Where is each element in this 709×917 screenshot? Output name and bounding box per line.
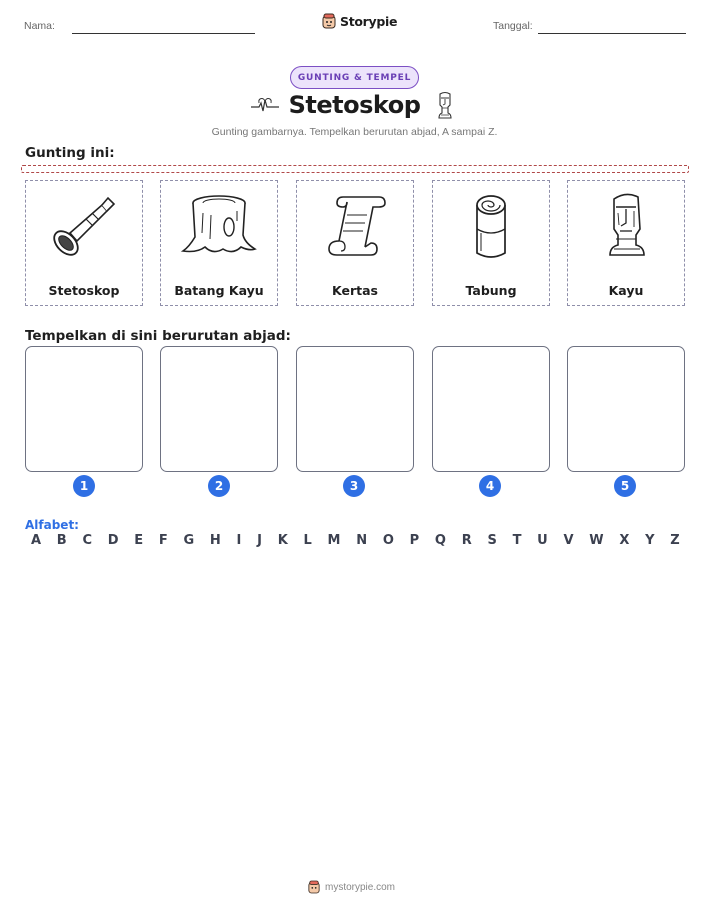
paste-slot-5[interactable] (567, 346, 685, 472)
instructions: Gunting gambarnya. Tempelkan berurutan abjad, A sampai Z. (211, 126, 498, 138)
cut-card[interactable] (432, 180, 550, 306)
cut-card[interactable] (160, 180, 278, 306)
alphabet-letter: P (409, 533, 420, 548)
alphabet-letter: I (236, 533, 242, 548)
cut-card[interactable] (25, 180, 143, 306)
footer (308, 880, 395, 894)
alphabet-letter: G (183, 533, 195, 548)
alphabet-letter: D (107, 533, 119, 548)
alphabet-letter: L (303, 533, 312, 548)
storypie-footer-icon (308, 880, 320, 894)
slot-number-1: 1 (73, 475, 95, 497)
alphabet-letter: S (487, 533, 497, 548)
slot-number-5: 5 (614, 475, 636, 497)
alphabet-letter: C (82, 533, 92, 548)
slot-number-3: 3 (343, 475, 365, 497)
card-label: Stetoskop (48, 283, 120, 298)
alphabet-letter: N (356, 533, 368, 548)
alphabet-letter: U (537, 533, 548, 548)
activity-badge: GUNTING & TEMPEL (290, 66, 419, 89)
horn-stethoscope-icon (44, 189, 124, 269)
tree-stump-icon (179, 189, 259, 269)
footer-url[interactable]: mystorypie.com (325, 881, 396, 893)
storypie-mascot-icon (322, 13, 336, 29)
date-label: Tanggal: (493, 20, 533, 32)
tube-roll-icon (451, 189, 531, 269)
cut-card[interactable] (296, 180, 414, 306)
alphabet-letter: X (619, 533, 630, 548)
cut-section-label: Gunting ini: (25, 145, 115, 161)
alphabet-letter: V (563, 533, 574, 548)
brand-logo (322, 13, 397, 29)
alphabet-letter: H (209, 533, 221, 548)
alphabet-letter: W (589, 533, 604, 548)
card-label: Kertas (332, 283, 378, 298)
card-label: Batang Kayu (174, 283, 264, 298)
alphabet-letter: T (512, 533, 522, 548)
slot-number-4: 4 (479, 475, 501, 497)
paste-section-label: Tempelkan di sini berurutan abjad: (25, 328, 291, 344)
cut-line (21, 165, 689, 173)
alphabet-letter: Z (670, 533, 680, 548)
paste-slot-4[interactable] (432, 346, 550, 472)
alphabet-letter: F (158, 533, 168, 548)
paste-slot-3[interactable] (296, 346, 414, 472)
name-line (72, 33, 255, 34)
alphabet-letter: O (382, 533, 394, 548)
date-line (538, 33, 686, 34)
alphabet-label: Alfabet: (25, 518, 79, 532)
alphabet-letter: Y (645, 533, 655, 548)
slot-number-2: 2 (208, 475, 230, 497)
alphabet-letter: Q (434, 533, 446, 548)
paper-scroll-icon (315, 189, 395, 269)
alphabet-letter: B (56, 533, 67, 548)
cut-card[interactable] (567, 180, 685, 306)
alphabet-letter: E (134, 533, 144, 548)
alphabet-letter: A (31, 533, 42, 548)
card-label: Tabung (465, 283, 517, 298)
alphabet-letter: K (277, 533, 288, 548)
name-label: Nama: (24, 20, 55, 32)
moai-small-icon (435, 91, 455, 121)
moai-statue-icon (586, 189, 666, 269)
card-label: Kayu (608, 283, 644, 298)
alphabet-letter: R (461, 533, 472, 548)
brand-name: Storypie (340, 13, 398, 29)
paste-slot-1[interactable] (25, 346, 143, 472)
paste-slot-2[interactable] (160, 346, 278, 472)
alphabet-letter: J (257, 533, 262, 548)
alphabet-row (25, 533, 686, 548)
page-title: Stetoskop (288, 91, 421, 119)
alphabet-letter: M (327, 533, 341, 548)
